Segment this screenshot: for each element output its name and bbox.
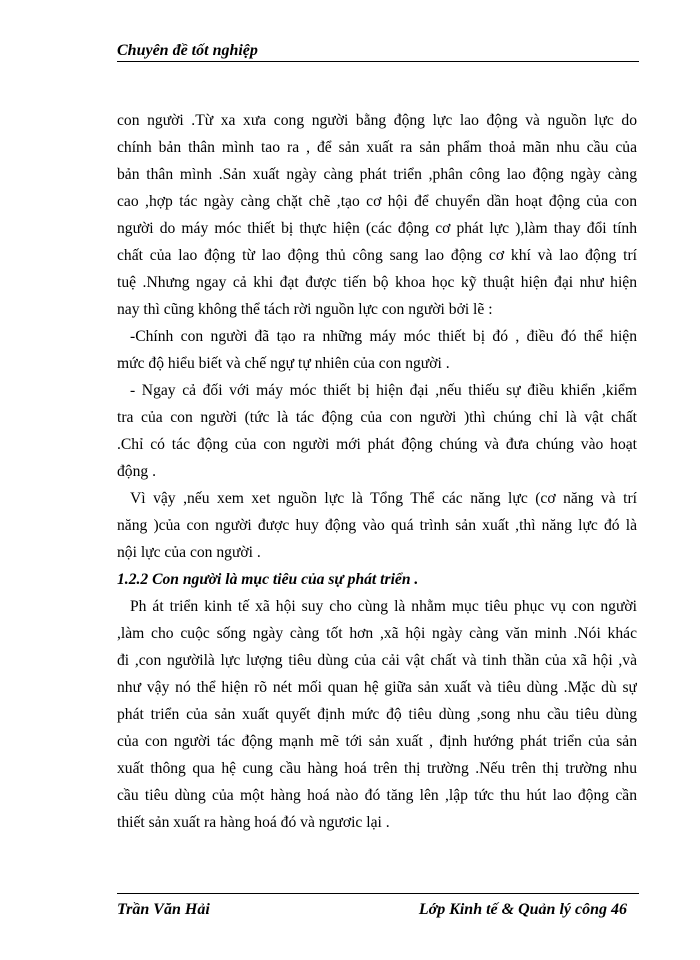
text-line: đi ,con ngườilà lực lượng tiêu dùng của cải vật chất và tinh thần của xã hội ,và [117,652,637,669]
text-line: như vậy nó thể hiện rõ nét mối quan hệ giữa sản xuất và tiêu dùng .Mặc dù sự [117,679,637,696]
paragraph-first-line: Ph át triển kinh tế xã hội suy cho cùng là nhằm mục tiêu phục vụ con người [130,598,637,615]
header-title: Chuyên đề tốt nghiệp [117,42,258,59]
text-line: năng )của con người được huy động vào quá trình sản xuất ,thì năng lực đó là [117,517,637,534]
text-line: người do máy móc thiết bị thực hiện (các động cơ phát lực ),làm thay đổi tính [117,220,637,237]
section-heading: 1.2.2 Con người là mục tiêu của sự phát triển . [117,571,419,588]
text-line: nội lực của con người . [117,544,261,561]
text-line: động . [117,463,156,480]
page-header [117,38,639,62]
text-line: nay thì cũng không thể tách rời nguồn lực con người bởi lẽ : [117,301,493,318]
footer-author: Trần Văn Hải [117,901,210,918]
header-divider [117,61,639,62]
text-line: mức độ hiểu biết và chế ngự tự nhiên của con người . [117,355,450,372]
text-line: của con người tác động mạnh mẽ tới sản xuất , định hướng phát triển của sản [117,733,637,750]
text-line: phát triển của sản xuất quyết định mức độ tiêu dùng ,song nhu cầu tiêu dùng [117,706,637,723]
text-line: ,làm cho cuộc sống ngày càng tốt hơn ,xã hội ngày càng văn minh .Nói khác [117,625,637,642]
footer-class: Lớp Kinh tế & Quản lý công 46 [418,901,627,918]
text-line: cầu tiêu dùng của một hàng hoá nào đó tăng lên ,lập tức thu hút lao động cần [117,787,637,804]
text-line: xuất thông qua hệ cung cầu hàng hoá trên thị trường .Nếu trên thị trường nhu [117,760,637,777]
paragraph-first-line: Vì vậy ,nếu xem xet nguồn lực là Tổng Thể các năng lực (cơ năng và trí [130,490,637,507]
text-line: chính bản thân mình tao ra , để sản xuất ra sản phẩm thoả mãn nhu cầu của [117,139,637,156]
bullet-line: -Chính con người đã tạo ra những máy móc thiết bị đó , điều đó thể hiện [130,328,637,345]
bullet-line: - Ngay cả đối với máy móc thiết bị hiện đại ,nếu thiếu sự điều khiển ,kiểm [130,382,637,399]
text-line: tra của con người (tức là tác động của con người )thì chúng chỉ là vật chất [117,409,637,426]
document-body [117,107,637,836]
text-line: chất của lao động từ lao động thủ công sang lao động cơ khí và lao động trí [117,247,637,264]
text-line: .Chỉ có tác động của con người mới phát động chúng và đưa chúng vào hoạt [117,436,637,453]
text-line: tuệ .Nhưng ngay cả khi đạt được tiến bộ khoa học kỹ thuật hiện đại như hiện [117,274,637,291]
text-line: con người .Từ xa xưa cong người bằng động lực lao động và nguồn lực do [117,112,637,129]
text-line: bản thân mình .Sản xuất ngày càng phát triển ,phân công lao động ngày càng [117,166,637,183]
text-line: thiết sản xuất ra hàng hoá đó và ngươic lại . [117,814,390,831]
text-line: cao ,hợp tác ngày càng chặt chẽ ,tạo cơ hội để chuyển dần hoạt động của con [117,193,637,210]
footer-divider [117,893,639,894]
